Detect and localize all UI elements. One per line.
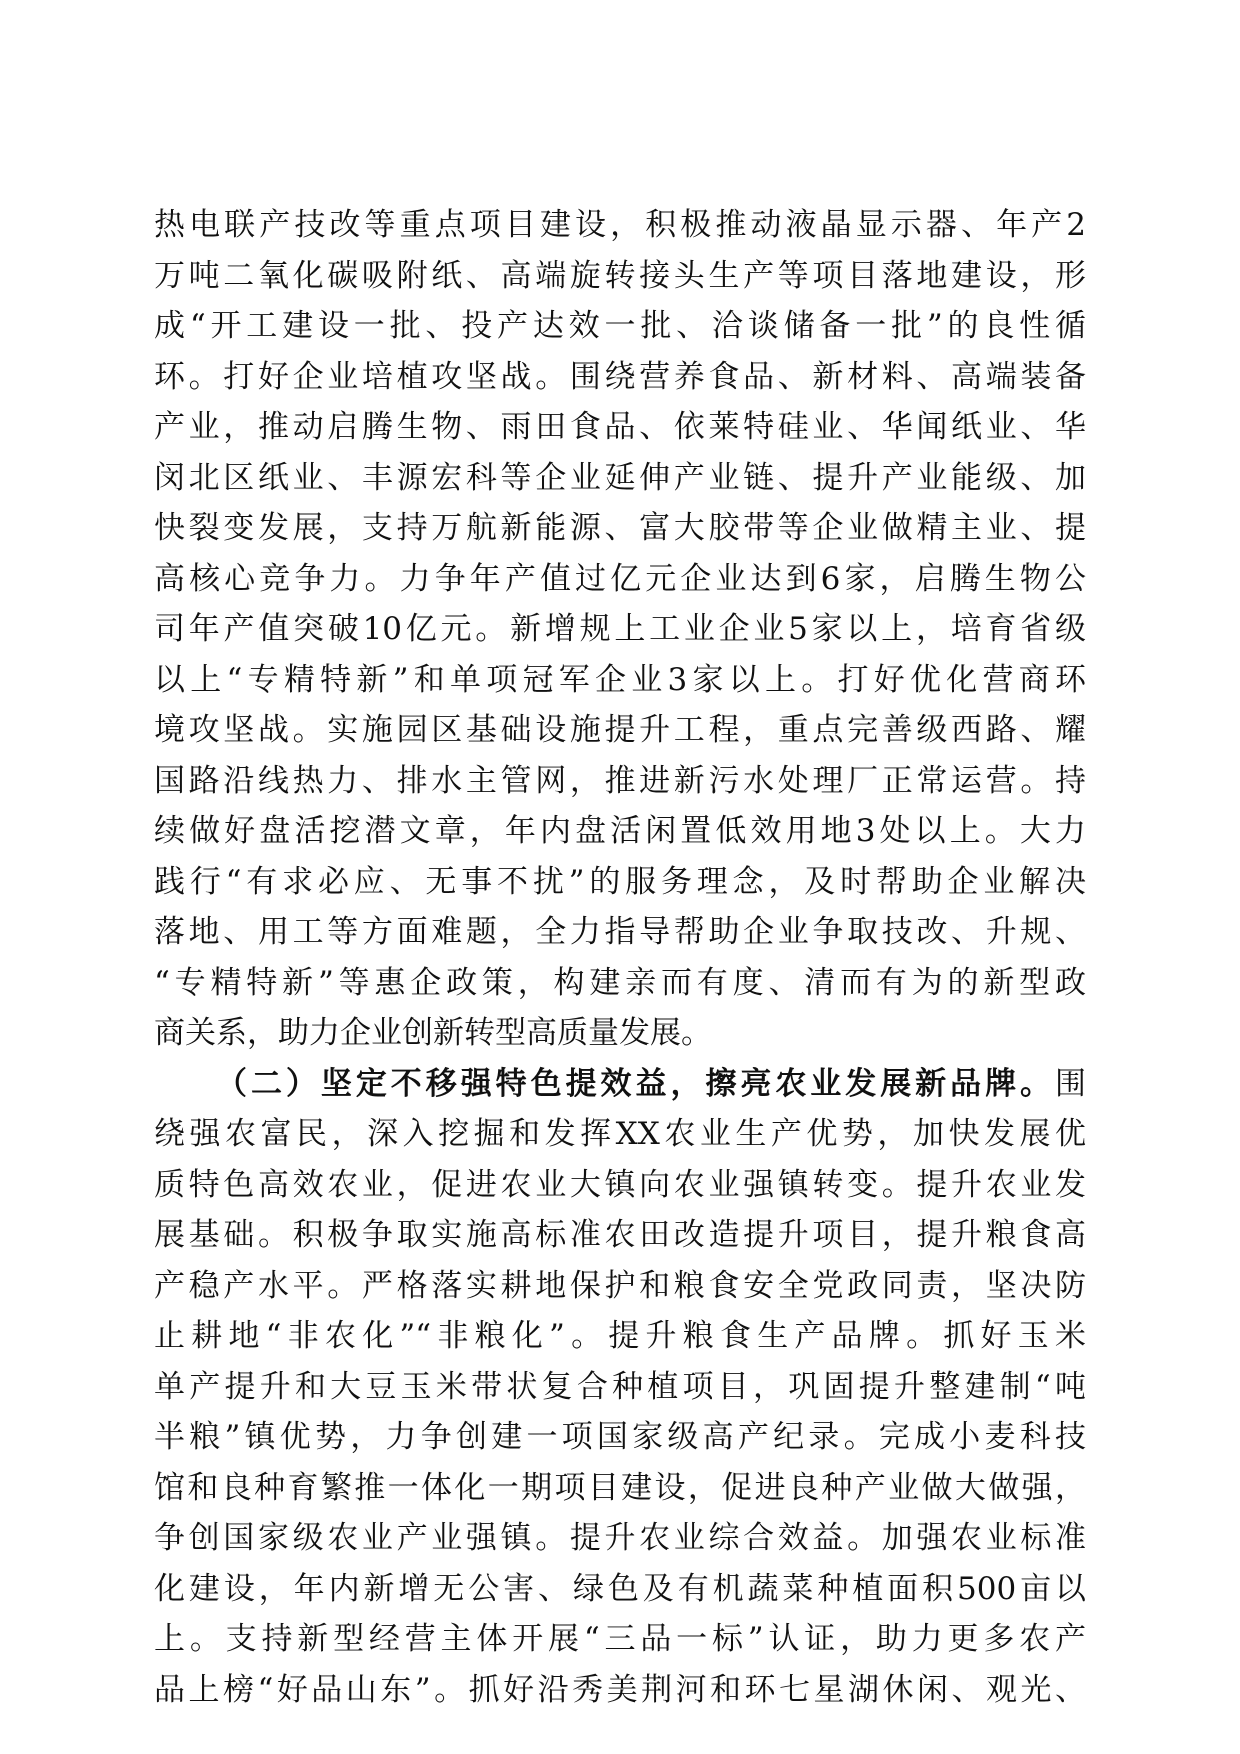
text-line: 化建设，年内新增无公害、绿色及有机蔬菜种植面积500亩以 <box>154 1570 1086 1607</box>
text-line: 落地、用工等方面难题，全力指导帮助企业争取技改、升规、 <box>154 914 1086 950</box>
text-line: 上。支持新型经营主体开展“三品一标”认证，助力更多农产 <box>154 1621 1086 1657</box>
text-line: “专精特新”等惠企政策，构建亲而有度、清而有为的新型政 <box>154 964 1086 1001</box>
text-line: 以上“专精特新”和单项冠军企业3家以上。打好优化营商环 <box>154 661 1086 698</box>
paragraph-industry <box>154 200 1086 1059</box>
text-line: 万吨二氧化碳吸附纸、高端旋转接头生产等项目落地建设，形 <box>154 257 1086 294</box>
text-line: 国路沿线热力、排水主管网，推进新污水处理厂正常运营。持 <box>154 762 1086 799</box>
text-line: 续做好盘活挖潜文章，年内盘活闲置低效用地3处以上。大力 <box>154 813 1086 849</box>
text-line: 单产提升和大豆玉米带状复合种植项目，巩固提升整建制“吨 <box>154 1368 1086 1405</box>
text-line: 半粮”镇优势，力争创建一项国家级高产纪录。完成小麦科技 <box>154 1419 1086 1455</box>
text-line: 闵北区纸业、丰源宏科等企业延伸产业链、提升产业能级、加 <box>154 459 1086 496</box>
text-line: 展基础。积极争取实施高标准农田改造提升项目，提升粮食高 <box>154 1217 1086 1253</box>
text-line: 践行“有求必应、无事不扰”的服务理念，及时帮助企业解决 <box>154 863 1086 900</box>
section-heading-line <box>154 1059 1086 1110</box>
text-line: 境攻坚战。实施园区基础设施提升工程，重点完善级西路、耀 <box>154 712 1086 748</box>
paragraph-agriculture <box>154 1059 1086 1716</box>
text-line: 馆和良种育繁推一体化一期项目建设，促进良种产业做大做强， <box>154 1469 1086 1506</box>
text-line: 争创国家级农业产业强镇。提升农业综合效益。加强农业标准 <box>154 1520 1086 1556</box>
text-line: 止耕地“非农化”“非粮化”。提升粮食生产品牌。抓好玉米 <box>154 1318 1086 1354</box>
document-body <box>154 200 1086 1715</box>
text-line: 热电联产技改等重点项目建设，积极推动液晶显示器、年产2 <box>154 207 1086 243</box>
text-line-rest: 围 <box>1055 1065 1086 1102</box>
text-line: 成“开工建设一批、投产达效一批、洽谈储备一批”的良性循 <box>154 308 1086 344</box>
text-line: 商关系，助力企业创新转型高质量发展。 <box>154 1015 712 1051</box>
text-line: 快裂变发展，支持万航新能源、富大胶带等企业做精主业、提 <box>154 510 1086 546</box>
text-line: 绕强农富民，深入挖掘和发挥XX农业生产优势，加快发展优 <box>154 1116 1086 1152</box>
text-line: 产业，推动启腾生物、雨田食品、依莱特硅业、华闻纸业、华 <box>154 409 1086 445</box>
text-line: 质特色高效农业，促进农业大镇向农业强镇转变。提升农业发 <box>154 1166 1086 1203</box>
text-line: 产稳产水平。严格落实耕地保护和粮食安全党政同责，坚决防 <box>154 1267 1086 1304</box>
text-line: 品上榜“好品山东”。抓好沿秀美荆河和环七星湖休闲、观光、 <box>154 1671 1086 1708</box>
text-line: 司年产值突破10亿元。新增规上工业企业5家以上，培育省级 <box>154 611 1086 647</box>
section-heading: （二）坚定不移强特色提效益，擦亮农业发展新品牌。 <box>216 1065 1055 1102</box>
text-line: 环。打好企业培植攻坚战。围绕营养食品、新材料、高端装备 <box>154 358 1086 395</box>
text-line: 高核心竞争力。力争年产值过亿元企业达到6家，启腾生物公 <box>154 560 1086 597</box>
